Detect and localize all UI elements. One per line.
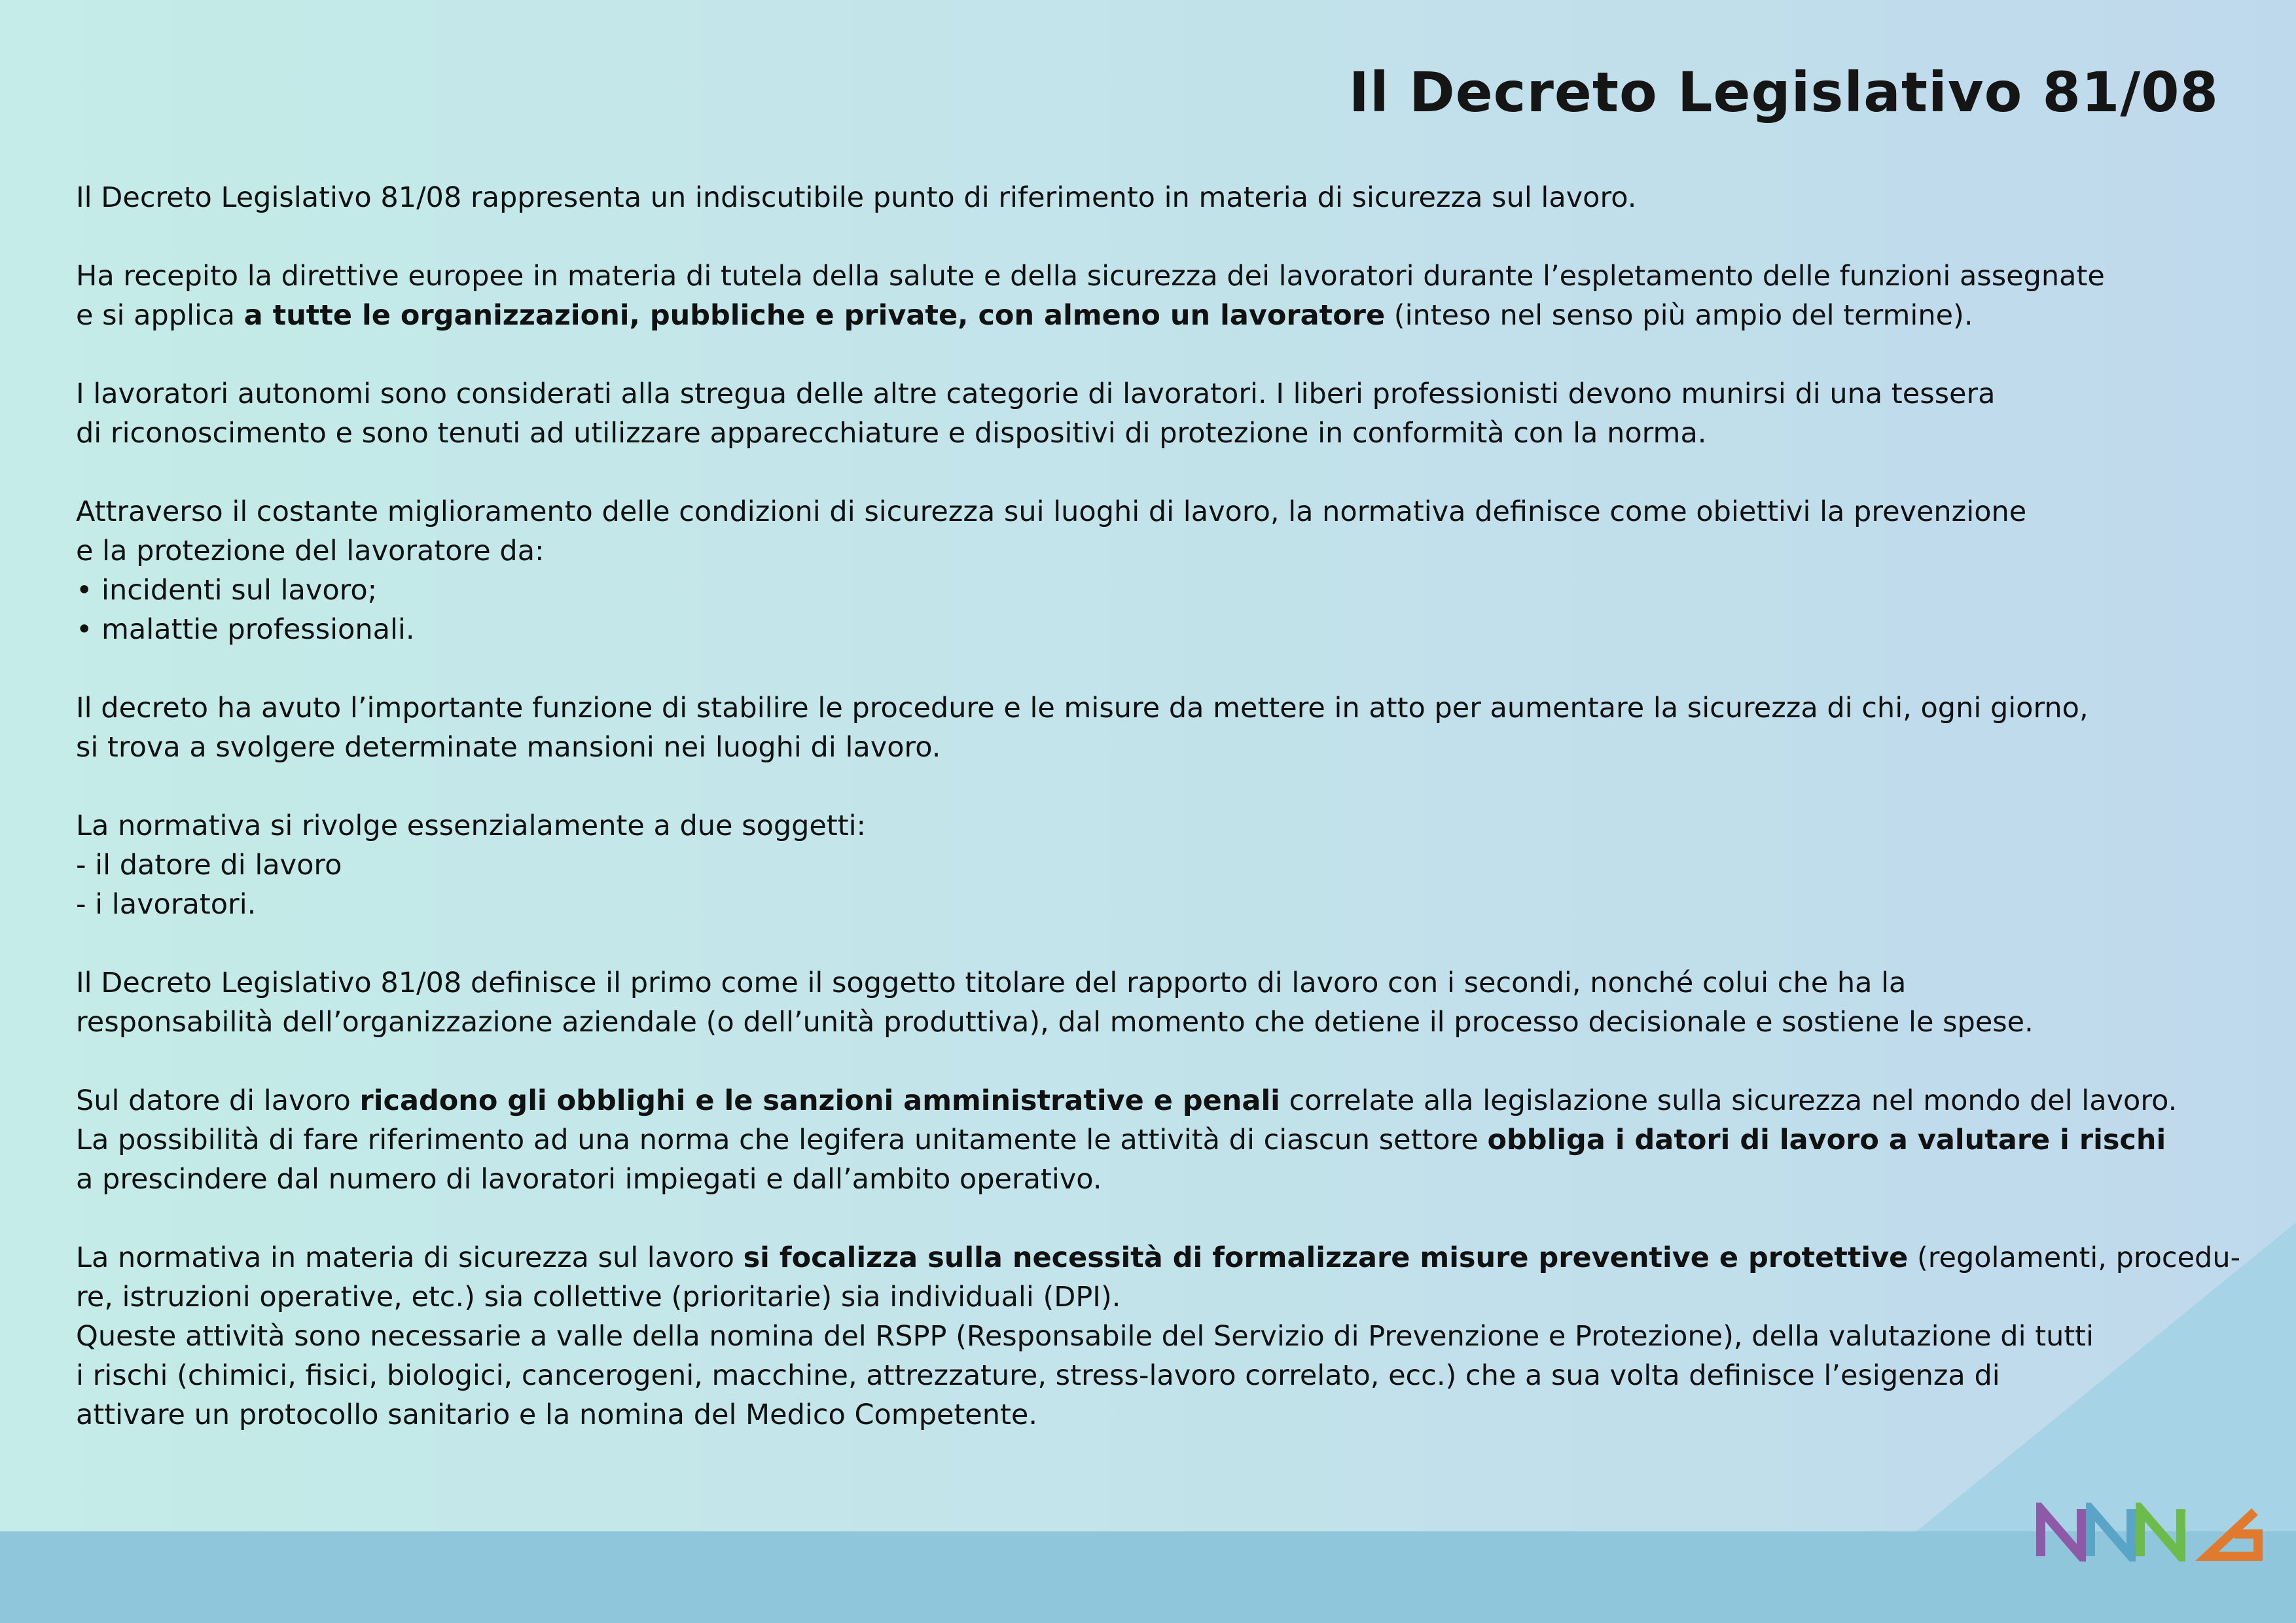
document-body (76, 178, 2241, 1474)
text-line (76, 296, 2229, 335)
text-run: • incidenti sul lavoro; (76, 574, 378, 607)
text-line (76, 688, 2229, 728)
text-run: e si applica (76, 299, 244, 332)
paragraph (76, 688, 2229, 767)
text-line (76, 1081, 2229, 1120)
text-line (76, 728, 2229, 767)
text-run: si trova a svolgere determinate mansioni nei luoghi di lavoro. (76, 731, 941, 764)
text-line (76, 963, 2229, 1003)
text-run: • malattie professionali. (76, 613, 415, 646)
bold-text: a tutte le organizzazioni, pubbliche e private, con almeno un lavoratore (243, 299, 1386, 332)
paragraph (76, 492, 2229, 649)
text-line (76, 846, 2229, 885)
text-line (76, 1160, 2229, 1199)
text-line (76, 1238, 2241, 1277)
bold-text: si focalizza sulla necessità di formalizzare misure preventive e protettive (743, 1241, 1909, 1274)
logo-n1 (2041, 1509, 2081, 1556)
nng-logo (2036, 1503, 2265, 1561)
text-run: a prescindere dal numero di lavoratori impiegati e dall’ambito operativo. (76, 1163, 1102, 1196)
text-run: Queste attività sono necessarie a valle della nomina del RSPP (Responsabile del Servizio di Prevenzione e Protezione), della valutazione di tutti (76, 1320, 2094, 1353)
text-line (76, 492, 2229, 531)
text-run: Il Decreto Legislativo 81/08 rappresenta un indiscutibile punto di riferimento in materia di sicurezza sul lavoro. (76, 181, 1637, 214)
text-run: i rischi (chimici, fisici, biologici, cancerogeni, macchine, attrezzature, stress-lavoro correlato, ecc.) che a sua volta definisce l’esigenza di (76, 1359, 2000, 1392)
text-run: - il datore di lavoro (76, 849, 342, 882)
text-line (76, 571, 2229, 610)
text-line (76, 806, 2229, 846)
text-line (76, 414, 2229, 453)
text-line (76, 1003, 2229, 1042)
paragraph (76, 257, 2229, 335)
text-line (76, 178, 2229, 217)
paragraph (76, 1238, 2241, 1435)
page-title: Il Decreto Legislativo 81/08 (1348, 60, 2219, 124)
text-run: (inteso nel senso più ampio del termine). (1385, 299, 1973, 332)
paragraph (76, 1081, 2229, 1199)
logo-n2 (2090, 1509, 2131, 1556)
text-run: I lavoratori autonomi sono considerati alla stregua delle altre categorie di lavoratori. I liberi professionisti devono munirsi di una tessera (76, 378, 1996, 410)
text-line (76, 374, 2229, 414)
text-run: attivare un protocollo sanitario e la nomina del Medico Competente. (76, 1399, 1037, 1431)
text-run: La normativa in materia di sicurezza sul lavoro (76, 1241, 744, 1274)
text-line (76, 257, 2229, 296)
text-run: - i lavoratori. (76, 888, 257, 921)
text-line (76, 531, 2229, 571)
text-run: correlate alla legislazione sulla sicurezza nel mondo del lavoro. (1280, 1084, 2178, 1117)
text-line (76, 610, 2229, 649)
text-run: Ha recepito la direttive europee in materia di tutela della salute e della sicurezza dei lavoratori durante l’espletamento delle funzioni assegnate (76, 260, 2105, 293)
paragraph (76, 178, 2229, 217)
text-run: La possibilità di fare riferimento ad una norma che legifera unitamente le attività di ciascun settore (76, 1124, 1488, 1156)
logo-g (2207, 1512, 2258, 1556)
bold-text: obbliga i datori di lavoro a valutare i rischi (1487, 1124, 2166, 1156)
text-run: e la protezione del lavoratore da: (76, 535, 545, 567)
text-run: Sul datore di lavoro (76, 1084, 360, 1117)
text-run: responsabilità dell’organizzazione aziendale (o dell’unità produttiva), dal momento che detiene il processo decisionale e sostiene le spese. (76, 1006, 2034, 1039)
text-run: Il decreto ha avuto l’importante funzione di stabilire le procedure e le misure da mettere in atto per aumentare la sicurezza di chi, ogni giorno, (76, 692, 2089, 724)
paragraph (76, 374, 2229, 453)
text-line (76, 1277, 2229, 1317)
text-run: Attraverso il costante miglioramento delle condizioni di sicurezza sui luoghi di lavoro, la normativa definisce come obiettivi la prevenzione (76, 495, 2027, 528)
bottom-band (0, 1531, 2296, 1623)
text-run: Il Decreto Legislativo 81/08 definisce il primo come il soggetto titolare del rapporto di lavoro con i secondi, nonché colui che ha la (76, 967, 1907, 999)
text-line (76, 1120, 2229, 1160)
text-run: (regolamenti, procedu- (1908, 1241, 2241, 1274)
text-line (76, 885, 2229, 924)
text-run: La normativa si rivolge essenzialamente a due soggetti: (76, 810, 867, 842)
text-line (76, 1395, 2229, 1435)
text-line (76, 1317, 2229, 1356)
text-run: re, istruzioni operative, etc.) sia collettive (prioritarie) sia individuali (DPI). (76, 1281, 1121, 1313)
text-run: di riconoscimento e sono tenuti ad utilizzare apparecchiature e dispositivi di protezione in conformità con la norma. (76, 417, 1707, 450)
logo-n3 (2140, 1509, 2181, 1556)
text-line (76, 1356, 2229, 1395)
paragraph (76, 963, 2229, 1042)
paragraph (76, 806, 2229, 924)
bold-text: ricadono gli obblighi e le sanzioni amministrative e penali (359, 1084, 1280, 1117)
